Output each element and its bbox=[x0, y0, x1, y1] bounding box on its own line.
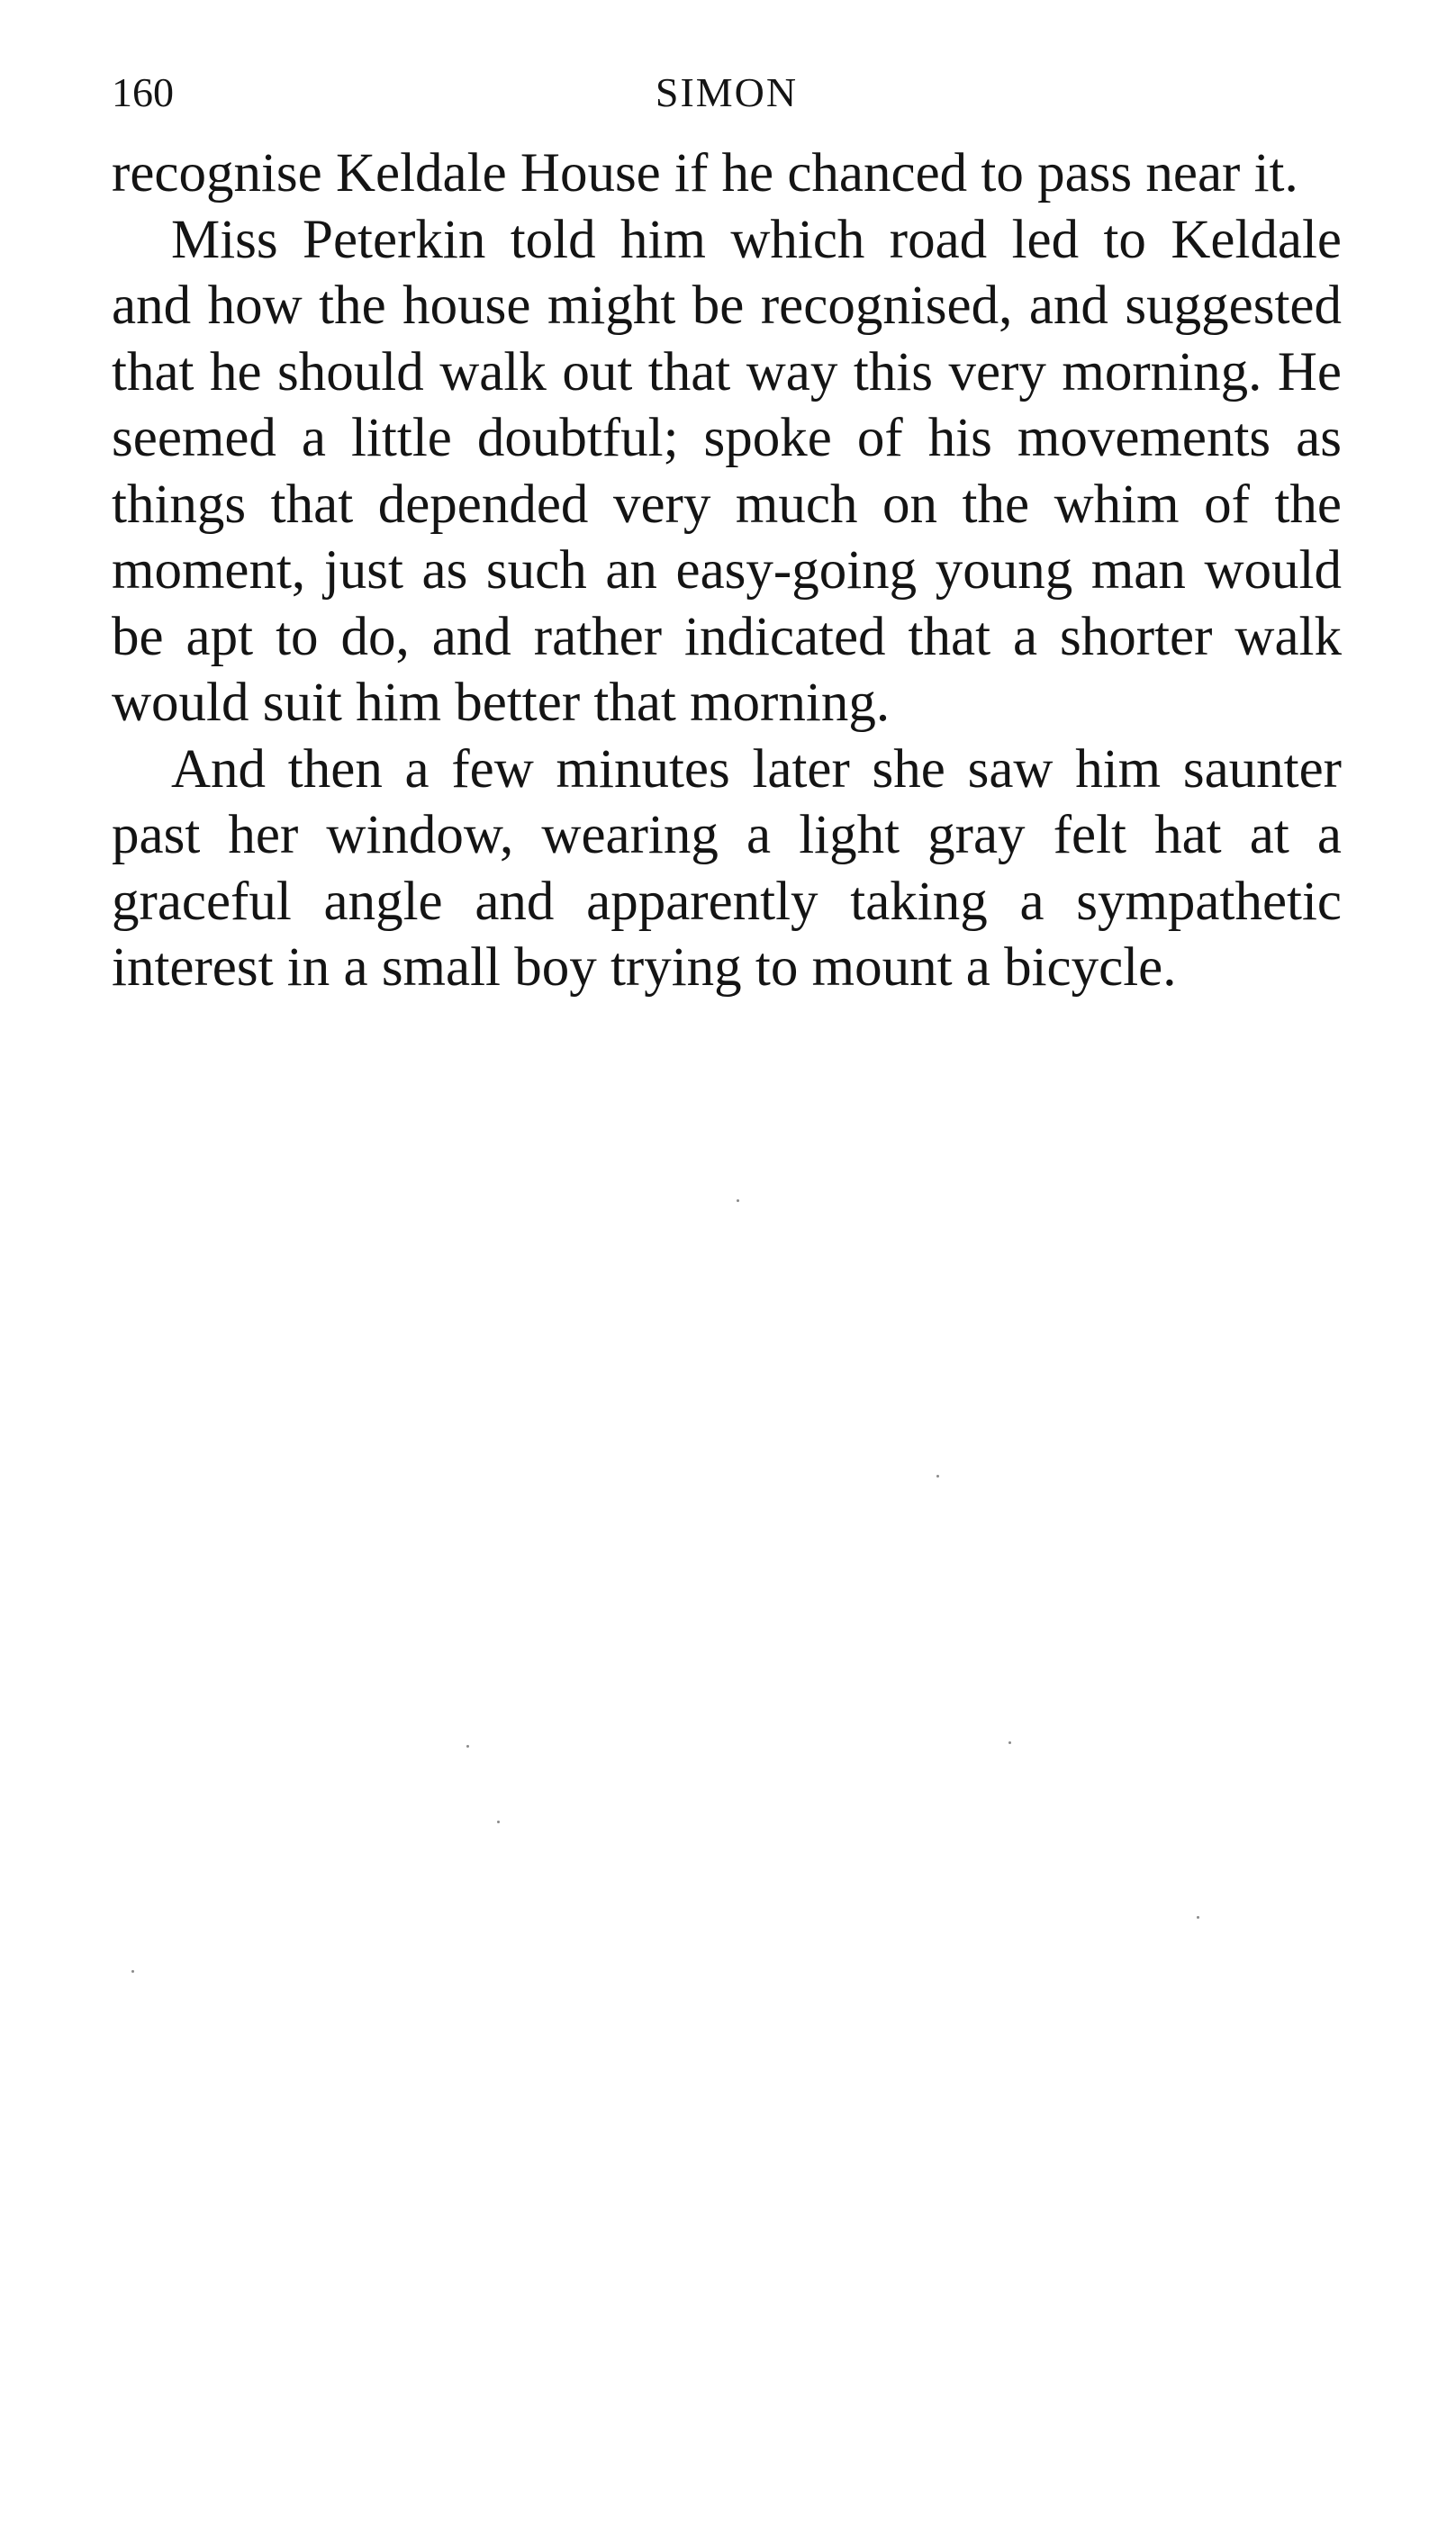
scan-speck bbox=[131, 1970, 134, 1973]
scan-speck bbox=[936, 1475, 939, 1478]
scan-speck bbox=[737, 1199, 739, 1202]
scan-speck bbox=[466, 1745, 469, 1748]
paragraph: And then a few minutes later she saw him saunter past her window, wearing a light gray felt hat at a graceful angle and apparently taking a sympathetic interest in a small boy trying to mount a bicycle. bbox=[112, 738, 1342, 998]
scan-speck bbox=[1197, 1916, 1199, 1919]
paragraph: Miss Peterkin told him which road led to Keldale and how the house might be recognised, and suggested that he should walk out that way this very morning. He seemed a little doubtful; spoke of his movements as things that depended very much on the whim of the moment, just as such an easy-going young man would be apt to do, and rather indicated that a shorter walk would suit him better that morning. bbox=[112, 209, 1342, 733]
running-head bbox=[112, 61, 1342, 124]
paragraph-continued: recognise Keldale House if he chanced to pass near it. bbox=[112, 143, 1298, 203]
page-number: 160 bbox=[112, 69, 174, 115]
scan-speck bbox=[1008, 1741, 1011, 1744]
scan-speck bbox=[497, 1821, 500, 1823]
running-title: SIMON bbox=[655, 69, 799, 115]
body-text bbox=[112, 140, 1342, 1001]
